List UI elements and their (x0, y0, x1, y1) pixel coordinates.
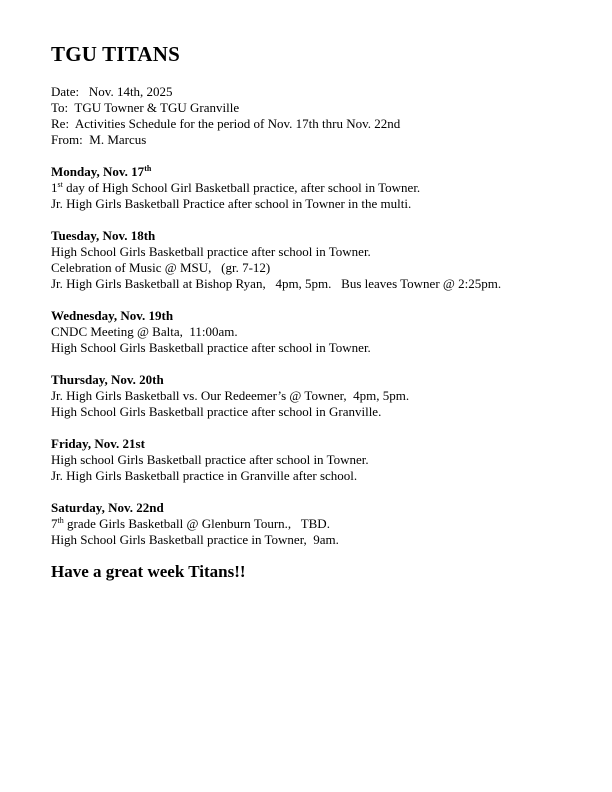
memo-document (51, 42, 591, 582)
schedule-item-text: grade Girls Basketball @ Glenburn Tourn., TBD. (63, 516, 330, 531)
day-heading: Saturday, Nov. 22nd (51, 500, 164, 515)
schedule-item (51, 180, 591, 196)
schedule-item: High school Girls Basketball practice after school in Towner. (51, 452, 369, 467)
day-section-tuesday (51, 228, 591, 292)
day-heading: Thursday, Nov. 20th (51, 372, 164, 387)
schedule-item: CNDC Meeting @ Balta, 11:00am. (51, 324, 238, 339)
schedule-item-suffix: st (57, 180, 63, 189)
day-heading (51, 164, 591, 180)
schedule-item-suffix: th (57, 516, 64, 525)
document-title: TGU TITANS (51, 42, 181, 66)
memo-to: To: TGU Towner & TGU Granville (51, 100, 240, 115)
day-heading: Friday, Nov. 21st (51, 436, 145, 451)
memo-re: Re: Activities Schedule for the period of Nov. 17th thru Nov. 22nd (51, 116, 401, 131)
day-heading: Tuesday, Nov. 18th (51, 228, 156, 243)
schedule-item: Jr. High Girls Basketball vs. Our Redeemer’s @ Towner, 4pm, 5pm. (51, 388, 410, 403)
memo-from: From: M. Marcus (51, 132, 147, 147)
day-section-monday (51, 164, 591, 212)
day-heading-text: Monday, Nov. 17 (51, 164, 145, 179)
schedule-item-text: day of High School Girl Basketball practice, after school in Towner. (62, 180, 421, 195)
schedule-item: High School Girls Basketball practice in Towner, 9am. (51, 532, 339, 547)
schedule-item (51, 516, 591, 532)
schedule-item: Celebration of Music @ MSU, (gr. 7-12) (51, 260, 271, 275)
closing-message: Have a great week Titans!! (51, 562, 246, 581)
schedule-item: Jr. High Girls Basketball practice in Granville after school. (51, 468, 358, 483)
day-section-saturday (51, 500, 591, 548)
schedule-item-number: 1 (51, 180, 58, 195)
schedule-item-number: 7 (51, 516, 58, 531)
schedule-item: Jr. High Girls Basketball Practice after school in Towner in the multi. (51, 196, 412, 211)
memo-header (51, 84, 591, 148)
day-section-friday (51, 436, 591, 484)
schedule-item: High School Girls Basketball practice after school in Granville. (51, 404, 382, 419)
day-heading-suffix: th (144, 164, 152, 173)
schedule-item: Jr. High Girls Basketball at Bishop Ryan, 4pm, 5pm. Bus leaves Towner @ 2:25pm. (51, 276, 502, 291)
schedule-item: High School Girls Basketball practice after school in Towner. (51, 340, 371, 355)
schedule-item: High School Girls Basketball practice after school in Towner. (51, 244, 371, 259)
day-heading: Wednesday, Nov. 19th (51, 308, 174, 323)
memo-date: Date: Nov. 14th, 2025 (51, 84, 173, 99)
day-section-wednesday (51, 308, 591, 356)
day-section-thursday (51, 372, 591, 420)
